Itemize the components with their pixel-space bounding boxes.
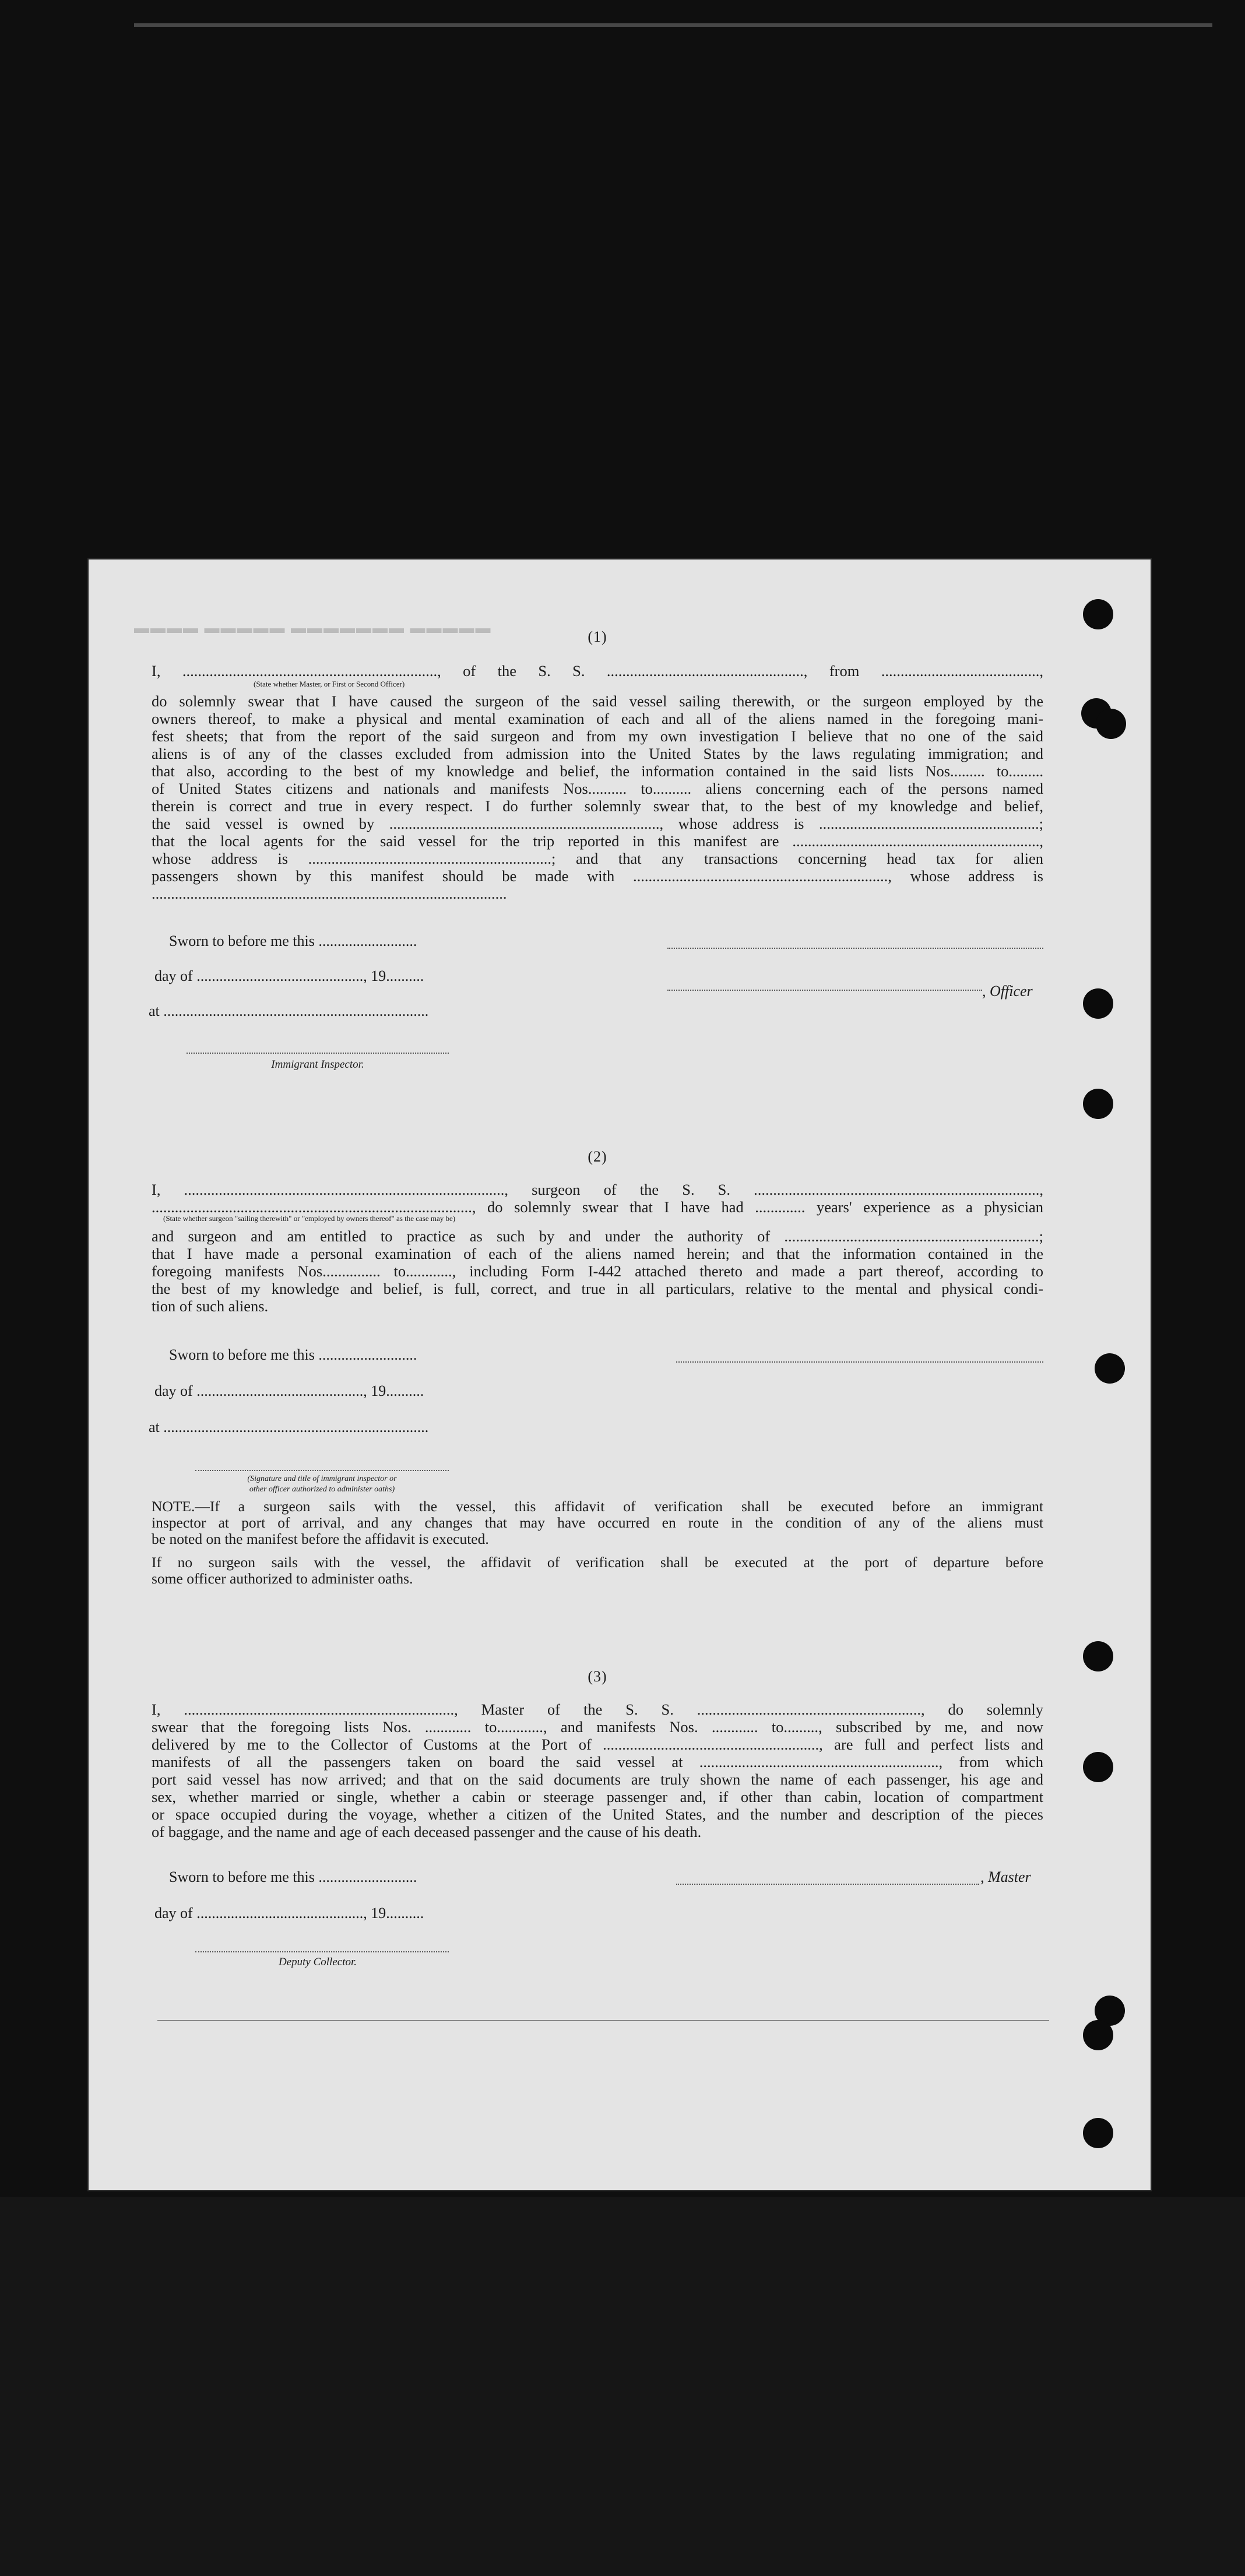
section-3-body-line: or space occupied during the voyage, whether a citizen of the United States, and the number and description of the pieces (152, 1806, 1043, 1823)
punch-hole (1083, 1089, 1113, 1119)
surgeon-note-line: be noted on the manifest before the affidavit is executed. (152, 1530, 489, 1547)
section-2-line: I, ..................................................................................., surgeon of the S. S. .........................................................................., (152, 1181, 1043, 1198)
at-line: at ...................................................................... (149, 1419, 429, 1435)
section-2-body-line: and surgeon and am entitled to practice as such by and under the authority of ..................................................................; (152, 1227, 1043, 1245)
master-signature-rule (676, 1884, 979, 1885)
witness-caption-1: (Signature and title of immigrant inspector or (247, 1474, 397, 1483)
punch-hole (1096, 709, 1126, 739)
day-of-line: day of ............................................, 19.......... (154, 967, 424, 984)
section-3-body-line: I, ......................................................................, Master of the S. S. .........................................................., do solemnly (152, 1701, 1043, 1718)
section-2-body-line: that I have made a personal examination of each of the aliens named herein; and that the information contained in the (152, 1245, 1043, 1262)
section-3-body-line: of baggage, and the name and age of each deceased passenger and the cause of his death. (152, 1823, 702, 1840)
section-2-note: (State whether surgeon "sailing therewith" or "employed by owners thereof" as the case may be) (163, 1214, 456, 1223)
section-3-body-line: delivered by me to the Collector of Customs at the Port of ........................................................, are full and perfect lists and (152, 1736, 1043, 1753)
master-label: , Master (980, 1868, 1031, 1885)
witness-caption-2: other officer authorized to administer oaths) (249, 1485, 395, 1494)
bleed-through-header: ▬▬▬▬ ▬▬▬▬▬ ▬▬▬▬▬▬▬ ▬▬▬▬▬ (134, 620, 492, 636)
collector-caption: Deputy Collector. (278, 1956, 357, 1968)
section-1-body-line: that also, according to the best of my knowledge and belief, the information contained in the said lists Nos......... to......... (152, 762, 1043, 780)
punch-hole (1083, 1641, 1113, 1671)
section-2-body-line: tion of such aliens. (152, 1297, 269, 1315)
section-1-body-line: that the local agents for the said vessel for the trip reported in this manifest are ................................................................, (152, 832, 1043, 850)
section-1-note: (State whether Master, or First or Second Officer) (254, 680, 405, 688)
witness-signature-rule (195, 1470, 449, 1471)
collector-signature-rule (195, 1951, 449, 1952)
section-1-body-line: the said vessel is owned by ......................................................................, whose address is .........................................................; (152, 815, 1043, 832)
bottom-rule (157, 2020, 1049, 2021)
manifest-affidavit-page (87, 558, 1152, 2191)
surgeon-signature-rule (676, 1361, 1043, 1363)
section-2-body-line: foregoing manifests Nos............... to............, including Form I-442 attached thereto and made a part thereof, according to (152, 1262, 1043, 1280)
punch-hole (1083, 599, 1113, 629)
day-of-line: day of ............................................, 19.......... (154, 1905, 424, 1922)
officer-label: , Officer (982, 983, 1033, 1000)
day-of-line: day of ............................................, 19.......... (154, 1382, 424, 1399)
section-2-number: (2) (588, 1148, 607, 1165)
punch-hole (1083, 2118, 1113, 2148)
section-1-body-line: owners thereof, to make a physical and mental examination of each and all of the aliens named in the foregoing mani- (152, 710, 1043, 727)
section-1-body-line: whose address is ...............................................................; and that any transactions concerning head tax for alien (152, 850, 1043, 867)
sworn-before-line: Sworn to before me this .......................... (169, 1868, 417, 1885)
section-2-line: ..................................................................................., do solemnly swear that I have had ............. years' experience as a physician (152, 1198, 1043, 1216)
film-bottom-band (0, 2197, 1245, 2576)
section-3-body-line: port said vessel has now arrived; and that on the said documents are truly shown the name of each passenger, his age and (152, 1771, 1043, 1788)
section-2-body-line: the best of my knowledge and belief, is full, correct, and true in all particulars, relative to the mental and physical condi- (152, 1280, 1043, 1297)
punch-hole (1083, 988, 1113, 1019)
section-1-body-line: passengers shown by this manifest should be made with .................................................................., whose address is (152, 867, 1043, 885)
sworn-before-line: Sworn to before me this .......................... (169, 1346, 417, 1363)
punch-hole (1083, 1752, 1113, 1782)
section-1-line: I, .................................................................., of the S. S. ..................................................., from ........................................., (152, 662, 1043, 680)
signature-rule (667, 948, 1043, 949)
surgeon-note-line: some officer authorized to administer oaths. (152, 1570, 413, 1587)
punch-hole (1083, 2020, 1113, 2050)
section-1-body-line: do solemnly swear that I have caused the surgeon of the said vessel sailing therewith, or the surgeon employed by the (152, 692, 1043, 710)
film-edge-line (134, 23, 1212, 27)
sworn-before-line: Sworn to before me this .......................... (169, 932, 417, 949)
section-3-body-line: manifests of all the passengers taken on board the said vessel at .............................................................., from which (152, 1753, 1043, 1771)
section-1-body-line: of United States citizens and nationals and manifests Nos.......... to.......... aliens concerning each of the persons named (152, 780, 1043, 797)
surgeon-note-line: NOTE.—If a surgeon sails with the vessel, this affidavit of verification shall be executed before an immigrant (152, 1498, 1043, 1515)
section-3-body-line: sex, whether married or single, whether a cabin or steerage passenger and, if other than cabin, location of compartment (152, 1788, 1043, 1806)
at-line: at ...................................................................... (149, 1002, 429, 1019)
officer-signature-rule (667, 990, 982, 991)
punch-hole (1095, 1353, 1125, 1384)
inspector-signature-rule (187, 1053, 449, 1054)
inspector-caption: Immigrant Inspector. (271, 1058, 364, 1071)
section-1-body-line: ............................................................................................ (152, 885, 507, 902)
section-3-number: (3) (588, 1668, 607, 1685)
surgeon-note-line: If no surgeon sails with the vessel, the affidavit of verification shall be executed at the port of departure before (152, 1554, 1043, 1571)
section-1-number: (1) (588, 628, 607, 645)
section-1-body-line: therein is correct and true in every respect. I do further solemnly swear that, to the best of my knowledge and belief, (152, 797, 1043, 815)
section-1-body-line: fest sheets; that from the report of the said surgeon and from my own investigation I believe that no one of the said (152, 727, 1043, 745)
section-3-body-line: swear that the foregoing lists Nos. ............ to............, and manifests Nos. ............ to........., subscribed by me, and now (152, 1718, 1043, 1736)
section-1-body-line: aliens is of any of the classes excluded from admission into the United States by the laws regulating immigration; and (152, 745, 1043, 762)
surgeon-note-line: inspector at port of arrival, and any changes that may have occurred en route in the condition of any of the aliens must (152, 1514, 1043, 1531)
